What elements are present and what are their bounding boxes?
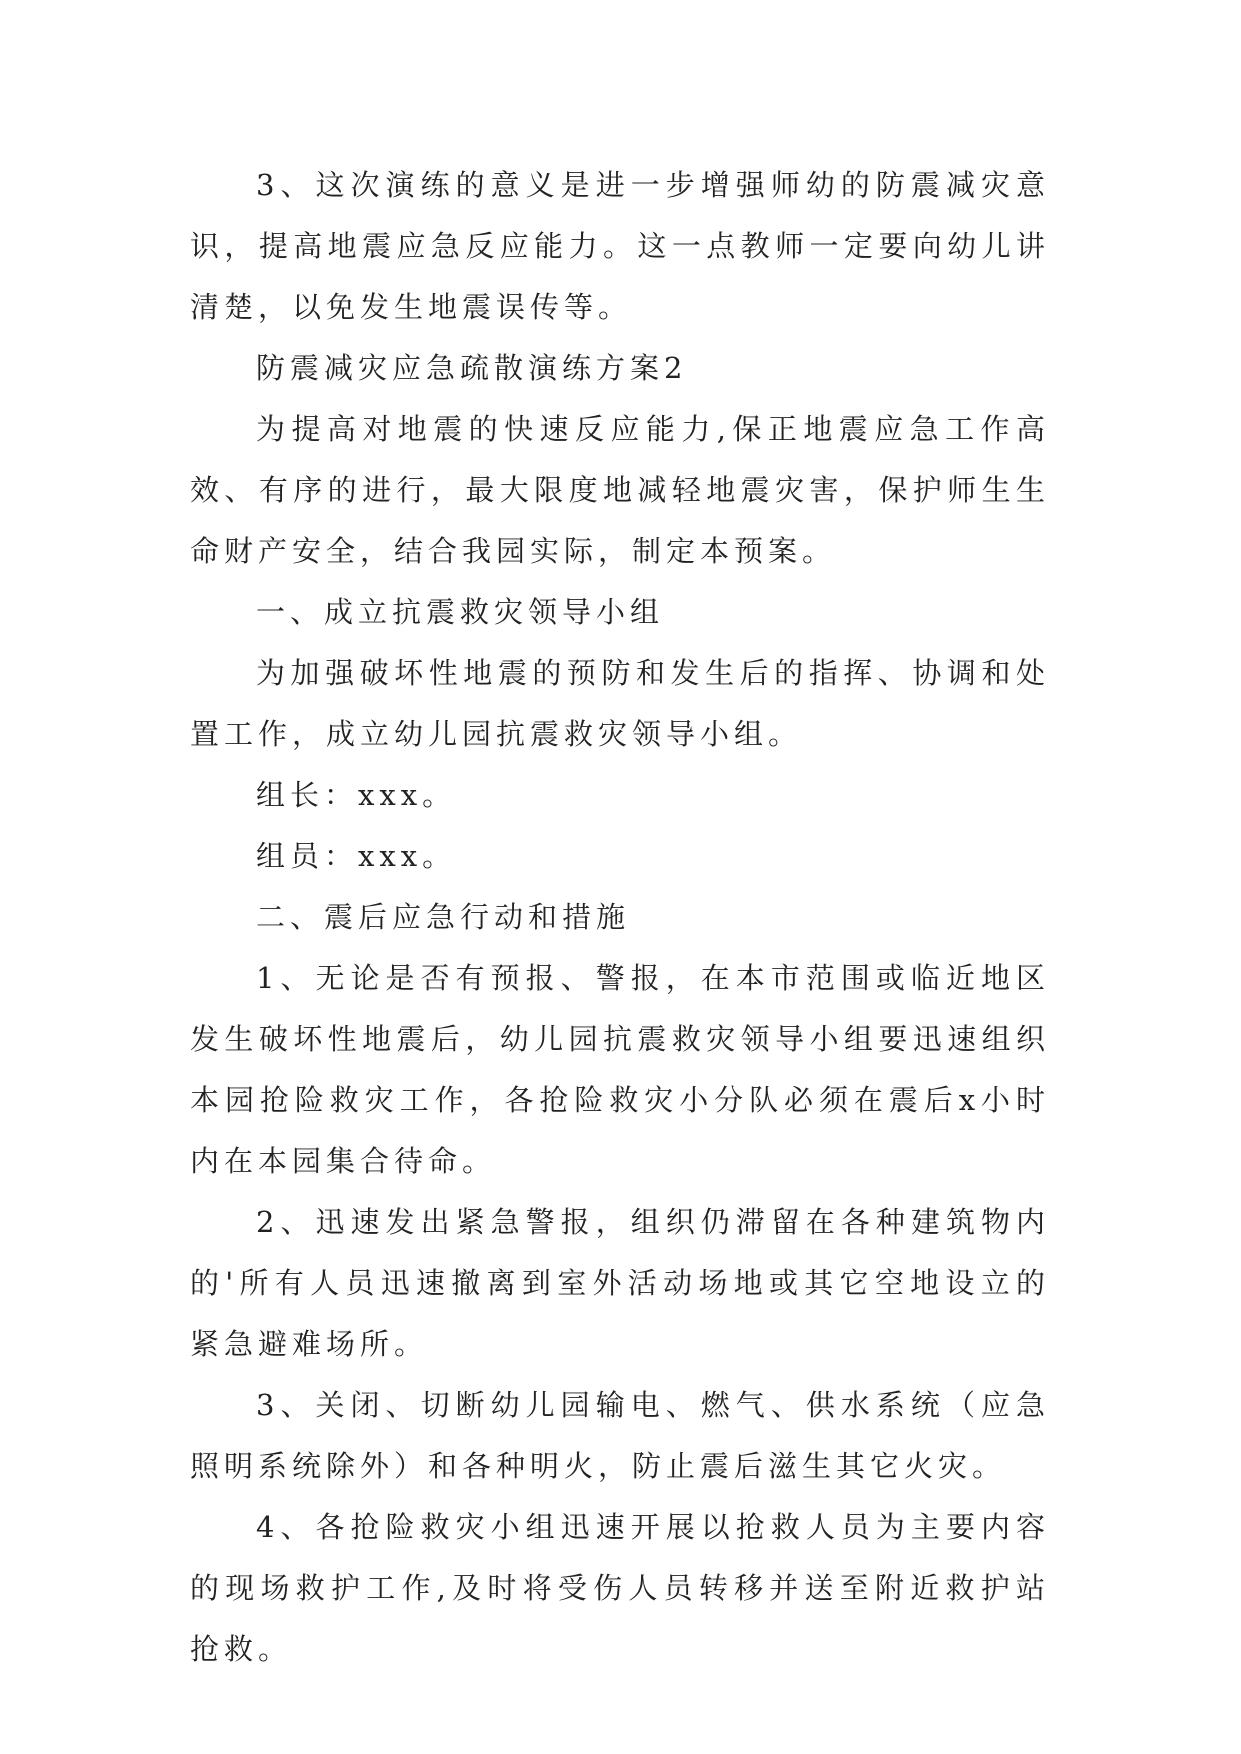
paragraph-purpose: 为提高对地震的快速反应能力,保正地震应急工作高效、有序的进行，最大限度地减轻地震灾害，保护师生生命财产安全，结合我园实际，制定本预案。: [190, 412, 1050, 568]
heading-leadership-group: 一、成立抗震救灾领导小组: [256, 595, 665, 629]
paragraph-action-4: 4、各抢险救灾小组迅速开展以抢救人员为主要内容的现场救护工作,及时将受伤人员转移并送至附近救护站抢救。: [190, 1510, 1050, 1666]
paragraph-leadership-group: 为加强破坏性地震的预防和发生后的指挥、协调和处置工作，成立幼儿园抗震救灾领导小组。: [190, 656, 1050, 751]
paragraph-action-1: 1、无论是否有预报、警报，在本市范围或临近地区发生破坏性地震后，幼儿园抗震救灾领导小组要迅速组织本园抢险救灾工作，各抢险救灾小分队必须在震后x小时内在本园集合待命。: [190, 961, 1050, 1178]
paragraph-group-leader: 组长：xxx。: [256, 778, 457, 812]
paragraph-action-2: 2、迅速发出紧急警报，组织仍滞留在各种建筑物内的'所有人员迅速撤离到室外活动场地或其它空地设立的紧急避难场所。: [190, 1205, 1050, 1361]
heading-emergency-actions: 二、震后应急行动和措施: [256, 900, 631, 934]
section-title-plan-2: 防震减灾应急疏散演练方案2: [256, 351, 688, 385]
paragraph-drill-significance: 3、这次演练的意义是进一步增强师幼的防震减灾意识，提高地震应急反应能力。这一点教师一定要向幼儿讲清楚，以免发生地震误传等。: [190, 168, 1050, 324]
paragraph-action-3: 3、关闭、切断幼儿园输电、燃气、供水系统（应急照明系统除外）和各种明火，防止震后滋生其它火灾。: [190, 1388, 1050, 1483]
document-body: [190, 155, 1050, 1680]
paragraph-group-members: 组员：xxx。: [256, 839, 457, 873]
